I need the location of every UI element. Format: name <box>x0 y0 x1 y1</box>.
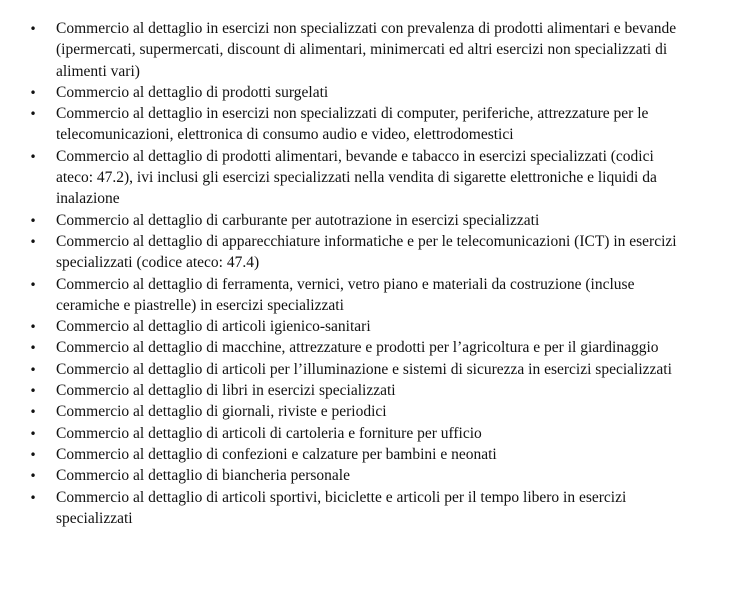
list-item-text: Commercio al dettaglio in esercizi non specializzati con prevalenza di prodotti alimentari e bevande (ipermercati, supermercati, discount di alimentari, minimercati ed altri esercizi non specializzati di alimenti vari) <box>56 20 677 80</box>
list-item <box>0 444 730 465</box>
bullet-icon <box>28 337 38 359</box>
bullet-icon <box>28 401 38 423</box>
bullet-icon <box>28 18 38 40</box>
bullet-icon <box>28 465 38 487</box>
bullet-icon <box>28 316 38 338</box>
bullet-icon <box>28 82 38 104</box>
list-item-text: Commercio al dettaglio di ferramenta, vernici, vetro piano e materiali da costruzione (incluse ceramiche e piastrelle) in esercizi specializzati <box>56 275 635 314</box>
list-item <box>0 103 730 146</box>
bullet-icon <box>28 146 38 168</box>
list-item <box>0 82 730 103</box>
list-item <box>0 316 730 337</box>
list-item-text: Commercio al dettaglio di apparecchiature informatiche e per le telecomunicazioni (ICT) in esercizi specializzati (codice ateco: 47.4) <box>56 232 677 272</box>
list-item <box>0 146 730 210</box>
bullet-icon <box>28 487 38 509</box>
list-item <box>0 401 730 422</box>
bullet-icon <box>28 359 38 381</box>
bullet-icon <box>28 444 38 466</box>
bullet-icon <box>28 210 38 232</box>
list-item-text: Commercio al dettaglio in esercizi non specializzati di computer, periferiche, attrezzature per le telecomunicazioni, elettronica di consumo audio e video, elettrodomestici <box>56 105 649 144</box>
list-item-text: Commercio al dettaglio di articoli per l’illuminazione e sistemi di sicurezza in esercizi specializzati <box>56 360 672 378</box>
list-item-text: Commercio al dettaglio di articoli di cartoleria e forniture per ufficio <box>56 424 482 442</box>
list-item-text: Commercio al dettaglio di carburante per autotrazione in esercizi specializzati <box>56 211 540 229</box>
bullet-icon <box>28 423 38 445</box>
list-item <box>0 465 730 486</box>
list-item <box>0 18 730 82</box>
list-item <box>0 274 730 317</box>
list-item <box>0 337 730 358</box>
list-item-text: Commercio al dettaglio di giornali, riviste e periodici <box>56 403 387 421</box>
document-body <box>0 18 730 529</box>
list-item-text: Commercio al dettaglio di articoli igienico-sanitari <box>56 318 371 336</box>
bullet-icon <box>28 380 38 402</box>
list-item-text: Commercio al dettaglio di confezioni e calzature per bambini e neonati <box>56 445 497 463</box>
list-item-text: Commercio al dettaglio di macchine, attrezzature e prodotti per l’agricoltura e per il giardinaggio <box>56 339 659 357</box>
list-item-text: Commercio al dettaglio di biancheria personale <box>56 467 350 485</box>
bullet-icon <box>28 274 38 296</box>
list-item-text: Commercio al dettaglio di prodotti alimentari, bevande e tabacco in esercizi specializzati (codici ateco: 47.2), ivi inclusi gli esercizi specializzati nella vendita di sigarette elettroniche e liquidi da inalazione <box>56 147 657 208</box>
list-item <box>0 487 730 530</box>
bullet-list <box>0 18 730 529</box>
list-item-text: Commercio al dettaglio di libri in esercizi specializzati <box>56 382 396 400</box>
list-item-text: Commercio al dettaglio di articoli sportivi, biciclette e articoli per il tempo libero in esercizi specializzati <box>56 488 627 527</box>
bullet-icon <box>28 103 38 125</box>
list-item <box>0 231 730 274</box>
bullet-icon <box>28 231 38 253</box>
list-item <box>0 380 730 401</box>
list-item <box>0 423 730 444</box>
list-item-text: Commercio al dettaglio di prodotti surgelati <box>56 83 329 101</box>
list-item <box>0 210 730 231</box>
list-item <box>0 359 730 380</box>
